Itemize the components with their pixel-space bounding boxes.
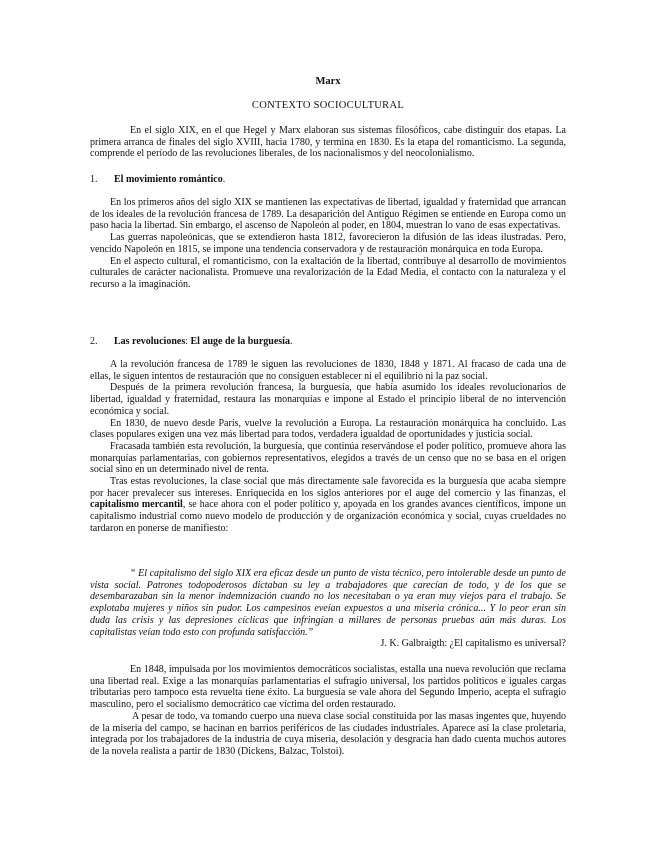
section-2-heading [90,336,566,348]
paragraph [90,476,566,535]
quote-attribution: J. K. Galbraigth: ¿El capitalismo es universal? [380,638,566,650]
document-subtitle: CONTEXTO SOCIOCULTURAL [251,100,405,111]
heading-period: . [222,174,226,185]
block-quote [90,568,566,650]
closing-body [90,664,566,758]
paragraph: Después de la primera revolución francesa, la burguesía, que había asumido los ideales revolucionarios de libertad, igualdad y fraternidad, restaura las monarquías e impone al Estado el principio liberal de no intervención económica y social. [90,382,566,417]
paragraph-text: , se hace ahora con el poder político y, apoyada en los grandes avances científicos, impone un capitalismo industrial como nuevo modelo de producción y de organización económica y social, cuyas crueldades no tardaron en ponerse de manifiesto: [90,499,566,534]
section-number: 1. [90,174,98,185]
paragraph-text: Tras estas revoluciones, la clase social que más directamente sale favorecida es la burguesía que acaba siempre por hacer prevalecer sus intereses. Enriquecida en los siglos anteriores por el auge del comercio y las finanzas, el [90,476,566,499]
section-heading-subtext: El auge de la burguesía [190,336,290,347]
paragraph: A pesar de todo, va tomando cuerpo una nueva clase social constituida por las masas ingentes que, huyendo de la miseria del campo, se hacinan en barrios periféricos de las ciudades industriales. Aparece así la clase proletaria, integrada por los trabajadores de la industria de cuya miseria, desolación y desgracia han dado cuenta muchos autores de la novela realista a partir de 1830 (Dickens, Balzac, Tolstoi). [90,710,566,757]
quote-text: “ El capitalismo del siglo XIX era eficaz desde un punto de vista técnico, pero intolerable desde un punto de vista social. Patrones todopoderosos dictaban su ley a trabajadores que carecían de todo, y de los que se desembarazaban sin la menor indemnización cuando no los necesitaban o ya eran muy viejos para el trabajo. Se explotaba mujeres y niños sin pudor. Los campesinos eveían expuestos a una miseria crónica... Y lo peor eran sin duda las crisis y las depresiones cíclicas que infringían a millares de personas pruebas aún más duras. Los capitalistas veían todo esto con profunda satisfacción.” [90,568,566,638]
paragraph: En 1830, de nuevo desde París, vuelve la revolución a Europa. La restauración monárquica ha concluido. Las clases populares exigen una vez más libertad para todos, verdadera igualdad de oportunidades y justicia social. [90,417,566,441]
paragraph: En 1848, impulsada por los movimientos democráticos socialistas, estalla una nueva revolución que reclama una libertad real. Exige a las monarquías parlamentarias el sufragio universal, los partidos políticos e iguales cargas tributarias pero tampoco esta revuelta tiene éxito. La burguesía se vale ahora del Segundo Imperio, acepta el sufragio masculino, pero el socialismo democrático cae víctima del orden restaurado. [90,664,566,711]
emphasis-text: capitalismo mercantil [90,499,183,511]
paragraph: Las guerras napoleónicas, que se extendieron hasta 1812, favorecieron la difusión de las ideas ilustradas. Pero, vencido Napoleón en 1815, se impone una tendencia conservadora y de restauración monárquica en toda Europa. [90,232,566,255]
section-1-body [90,197,566,291]
paragraph: Fracasada también esta revolución, la burguesía, que continúa reservándose el poder político, promueve ahora las monarquías parlamentarias, con gobiernos representativos, elegidos a través de un censo que no se basa en el origen social sino en un determinado nivel de renta. [90,440,566,476]
heading-period: . [289,336,293,347]
section-heading-text: Las revoluciones [114,336,186,347]
paragraph: En los primeros años del siglo XIX se mantienen las expectativas de libertad, igualdad y fraternidad que arrancan de los ideales de la revolución francesa de 1789. La desaparición del Antiguo Régimen se entiende en Europa como un paso hacia la libertad. Sin embargo, el ascenso de Napoleón al poder, en 1804, muestran lo vano de esas expectativas. [90,197,566,232]
paragraph: En el aspecto cultural, el romanticismo, con la exaltación de la libertad, contribuye al desarrollo de movimientos culturales de carácter nacionalista. Promueve una revalorización de la Edad Media, el contacto con la naturaleza y el recurso a la imaginación. [90,255,566,290]
paragraph: A la revolución francesa de 1789 le siguen las revoluciones de 1830, 1848 y 1871. Al fracaso de cada una de ellas, le siguen intentos de restauración que no consiguen establecer ni el equilibrio ni la paz social. [90,359,566,382]
section-heading-text: El movimiento romántico [114,174,223,185]
section-number: 2. [90,336,98,347]
heading-separator: : [185,336,191,347]
section-1-heading [90,174,566,186]
intro-paragraph: En el siglo XIX, en el que Hegel y Marx elaboran sus sistemas filosóficos, cabe distinguir dos etapas. La primera arranca de finales del siglo XVIII, hacia 1780, y termina en 1830. Es la etapa del romanticismo. La segunda, comprende el período de las revoluciones liberales, de los nacionalismos y del neocolonialismo. [90,125,566,160]
document-title: Marx [315,76,341,87]
section-2-body [90,359,566,535]
